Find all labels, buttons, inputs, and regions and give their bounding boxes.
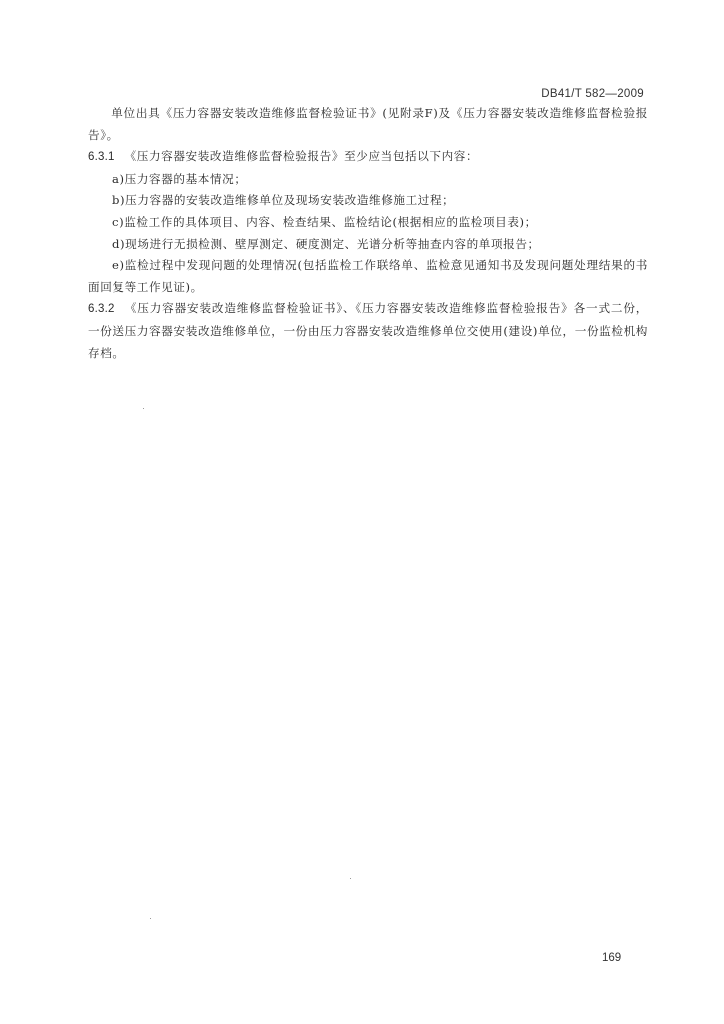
document-body [88, 103, 648, 364]
list-item: d)现场进行无损检测、壁厚测定、硬度测定、光谱分析等抽查内容的单项报告； [112, 236, 540, 251]
clause-6-3-2 [88, 298, 648, 364]
clause-number: 6.3.2 [88, 303, 115, 316]
clause-text: 《压力容器安装改造维修监督检验证书》、《压力容器安装改造维修监督检验报告》各一式二份，一份送压力容器安装改造维修单位，一份由压力容器安装改造维修单位交使用(建设)单位，一份监检机构存档。 [88, 301, 648, 360]
scan-speck [143, 408, 144, 409]
clause-number: 6.3.1 [88, 151, 115, 164]
page-number: 169 [602, 952, 622, 964]
list-item: a)压力容器的基本情况； [112, 171, 247, 186]
list-item: e)监检过程中发现问题的处理情况(包括监检工作联络单、监检意见通知书及发现问题处理结果的书面回复等工作见证)。 [88, 258, 648, 294]
clause-text: 《压力容器安装改造维修监督检验报告》至少应当包括以下内容： [124, 149, 479, 164]
list-item: c)监检工作的具体项目、内容、检查结果、监检结论(根据相应的监检项目表)； [112, 214, 537, 229]
continuation-paragraph: 单位出具《压力容器安装改造维修监督检验证书》(见附录F)及《压力容器安装改造维修监督检验报告》。 [88, 106, 648, 142]
scan-speck [350, 878, 351, 879]
clause-6-3-1 [88, 146, 648, 169]
list-item: b)压力容器的安装改造维修单位及现场安装改造维修施工过程； [112, 193, 455, 208]
scan-speck [150, 918, 151, 919]
standard-code: DB41/T 582—2009 [541, 88, 644, 100]
